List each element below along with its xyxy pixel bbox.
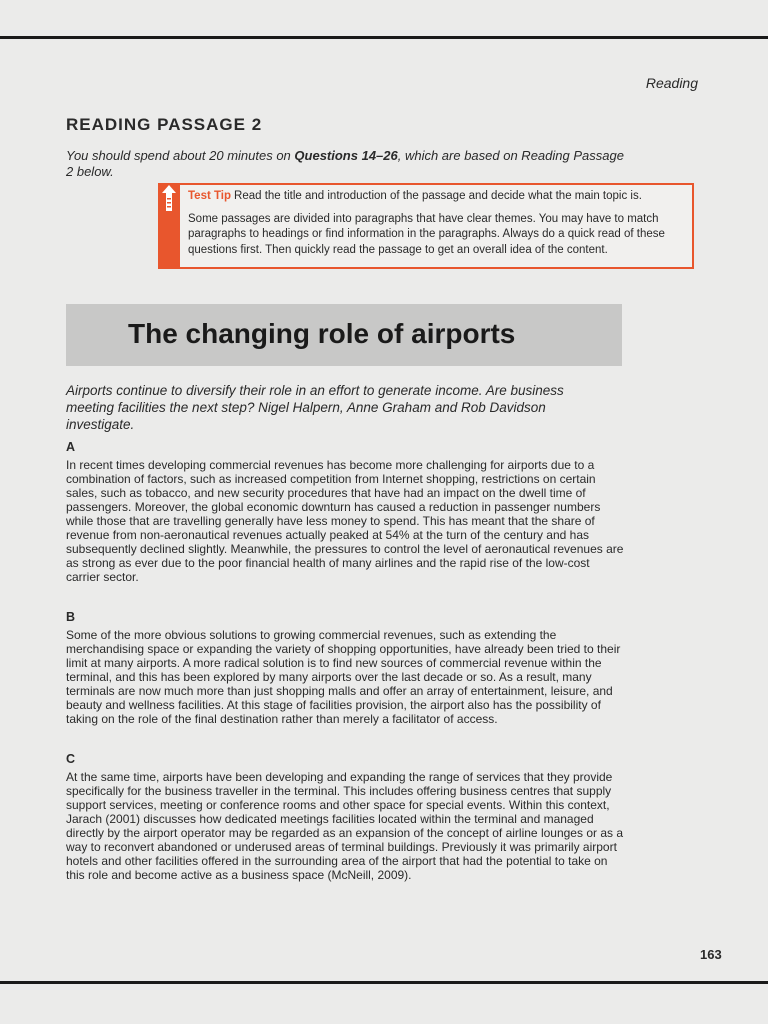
instructions-text-end: , which are based on Reading Passage 2 below. [66,148,624,179]
arrow-up-icon [162,185,176,211]
top-rule [0,36,768,39]
instructions-text-start: You should spend about 20 minutes on [66,148,295,163]
paragraph-b-letter: B [66,610,76,624]
bottom-rule [0,981,768,984]
article-title: The changing role of airports [128,318,516,349]
test-tip-line2: Some passages are divided into paragraphs that have clear themes. You may have to match paragraphs to headings or find information in the paragraphs. Always do a quick read of these questions first. Then quickly read the passage to get an overall idea of the content. [188,212,665,256]
paragraph-c-text: At the same time, airports have been developing and expanding the range of services that they provide specifically for the business traveller in the terminal. This includes offering business centres that supply support services, meeting or conference rooms and other space for special events. Within this context, Jarach (2001) discusses how dedicated meetings facilities located within the terminal and managed directly by the airport operator may be regarded as an expansion of the concept of airline lounges or as a way to reconvert abandoned or underused areas of terminal buildings. Previously it was primarily airport hotels and other facilities offered in the surrounding area of the airport that had the potential to take on this role and become active as a business space (McNeill, 2009). [66,770,623,882]
page-number: 163 [700,947,722,962]
article-intro: Airports continue to diversify their role in an effort to generate income. Are business meeting facilities the next step? Nigel Halpern, Anne Graham and Rob Davidson investigate. [66,383,564,432]
test-tip-bar [158,183,180,269]
test-tip-box [158,183,694,269]
article-title-band [66,304,622,366]
test-tip-title: Test Tip [188,190,232,202]
instructions-questions: Questions 14–26 [294,148,398,163]
paragraph-c-letter: C [66,752,76,766]
instructions [66,148,626,180]
paragraph-a-text: In recent times developing commercial revenues has become more challenging for airports due to a combination of factors, such as increased competition from Internet shopping, restrictions on certain sales, such as tobacco, and new security procedures that have had an impact on the dwell time of passengers. Moreover, the global economic downturn has caused a reduction in passenger numbers while those that are travelling generally have less money to spend. This has meant that the share of revenue from non-aeronautical revenues actually peaked at 54% at the turn of the century and has subsequently declined slightly. Meanwhile, the pressures to control the level of aeronautical revenues are as strong as ever due to the poor financial health of many airlines and the rapid rise of the low-cost carrier sector. [66,458,624,584]
paragraph-b-text: Some of the more obvious solutions to growing commercial revenues, such as extending the merchandising space or expanding the variety of shopping opportunities, have already been tried to their limit at many airports. A more radical solution is to find new sources of commercial revenue within the terminal, and this has been explored by many airports over the last decade or so. As a result, many terminals are now much more than just shopping malls and offer an array of entertainment, leisure, and beauty and wellness facilities. At this stage of facilities provision, the airport also has the possibility of taking on the role of the final destination rather than merely a facilitator of access. [66,628,621,726]
test-tip-line1 [188,189,682,205]
paragraph-a-letter: A [66,440,76,454]
passage-heading: READING PASSAGE 2 [66,115,263,134]
section-label: Reading [645,75,698,91]
test-tip-line1-text: Read the title and introduction of the passage and decide what the main topic is. [234,190,642,202]
